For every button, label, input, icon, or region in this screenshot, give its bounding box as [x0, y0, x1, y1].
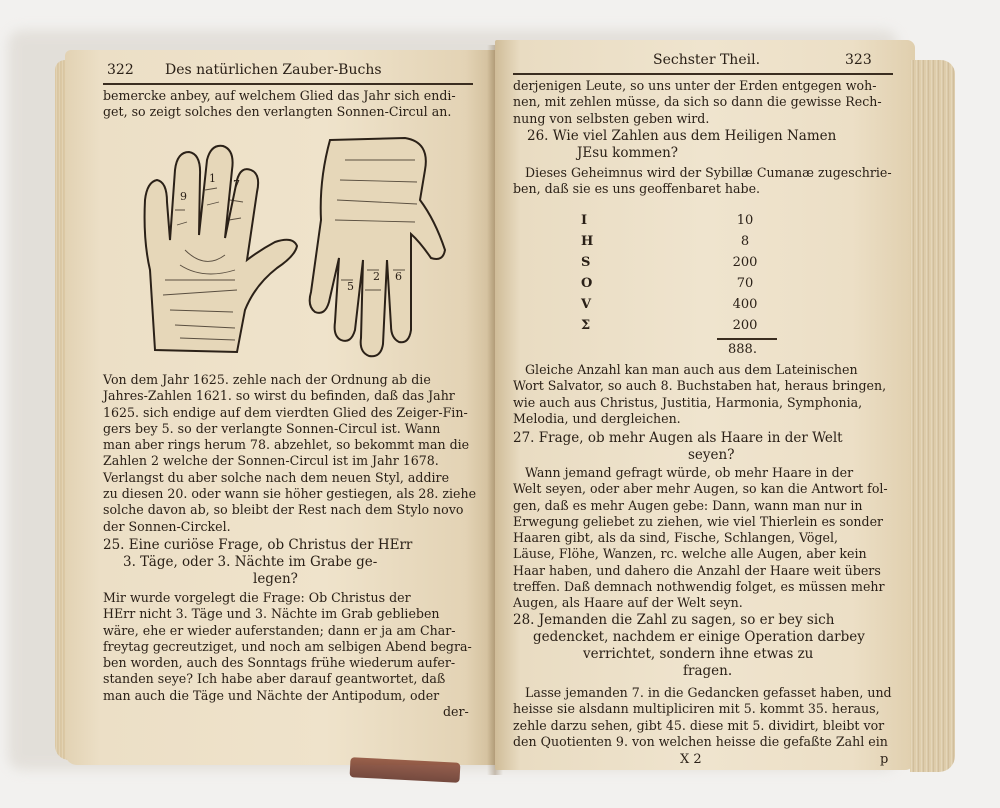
left-top-text: bemercke anbey, auf welchem Glied das Jahr sich endi- get, so zeigt solches den verlangten Sonnen-Circul an.: [103, 88, 456, 120]
value-2: 8: [740, 234, 750, 249]
right-page-running-head: Sechster Theil.: [653, 52, 761, 68]
svg-text:7: 7: [233, 178, 240, 191]
open-book: [55, 20, 950, 780]
value-4: 70: [736, 276, 754, 291]
svg-text:5: 5: [347, 280, 354, 293]
right-body-26: Dieses Geheimnus wird der Sybillæ Cumanæ zugeschrie- ben, daß sie es uns geoffenbaret habe.: [513, 165, 892, 197]
letter-upsilon: V: [581, 297, 592, 312]
svg-text:1: 1: [209, 172, 216, 185]
palmistry-hands-woodcut: [125, 130, 465, 365]
letter-iota: I: [581, 213, 588, 228]
left-header-rule: [103, 83, 473, 85]
svg-text:2: 2: [373, 270, 380, 283]
heading-question-28: 28. Jemanden die Zahl zu sagen, so er bey sich gedencket, nachdem er einige Operation darbey verrichtet, sondern ihne etwas zu fragen.: [513, 612, 865, 679]
svg-text:6: 6: [395, 270, 402, 283]
right-page: [495, 40, 915, 770]
left-page-number: 322: [107, 62, 134, 78]
right-header-rule: [513, 73, 893, 75]
letter-eta: H: [581, 234, 594, 249]
right-body-28: Lasse jemanden 7. in die Gedancken gefasset haben, und heisse sie alsdann multipliciren mit 5. kommt 35. heraus, zehle darzu sehen, gibt 45. diese mit 5. dividirt, bleibt vor den Quotienten 9. von welchen heisse die gefaßte Zahl ein: [513, 685, 892, 749]
catchword: p: [880, 752, 889, 767]
right-body-26b: Gleiche Anzahl kan man auch aus dem Lateinischen Wort Salvator, so auch 8. Buchstaben hat, heraus bringen, wie auch aus Christus, Justitia, Harmonia, Symphonia, Melodia, und dergleichen.: [513, 362, 887, 426]
left-body-text-2: Mir wurde vorgelegt die Frage: Ob Christus der HErr nicht 3. Täge und 3. Nächte im Grab geblieben wäre, ehe er wieder auferstanden; dann er ja am Char- freytag gecreutziget, und noch am selbigen Abend begra- ben worden, auch des Sonntags frühe wiederum aufer- standen seye? Ich habe aber darauf geantwortet, daß man auch die Täge und Nächte der Antipodum, oder der-: [103, 590, 472, 720]
right-body-27: Wann jemand gefragt würde, ob mehr Haare in der Welt seyen, oder aber mehr Augen, so kan die Antwort fol- gen, daß es mehr Augen gebe: Dann, wann man nur in Erwegung geliebet zu ziehen, wie viel Thierlein es sonder Haaren gibt, als da sind, Fische, Schlangen, Vögel, Läuse, Flöhe, Wanzen, rc. welche alle Augen, aber kein Haar haben, und dahero die Anzahl der Haare weit übers treffen. Daß demnach nothwendig folget, es müssen mehr Augen, als Haare auf der Welt seyn.: [513, 465, 888, 611]
letter-final-sigma: Σ: [581, 318, 591, 333]
left-body-text: Von dem Jahr 1625. zehle nach der Ordnung ab die Jahres-Zahlen 1621. so wirst du befinden, daß das Jahr 1625. sich endige auf dem vierdten Glied des Zeiger-Fin- gers bey 5. so der verlangte Sonnen-Circul ist. Wann man aber rings herum 78. abzehlet, so bekommt man die Zahlen 2 welche der Sonnen-Circul ist im Jahr 1678. Verlangst du aber solche nach dem neuen Styl, addire zu diesen 20. oder wann sie höher gestiegen, als 28. ziehe solche davon ab, so bleibt der Rest nach dem Stylo novo der Sonnen-Circkel.: [103, 372, 477, 534]
left-page: [65, 50, 500, 765]
left-page-running-head: Des natürlichen Zauber-Buchs: [165, 62, 382, 78]
right-page-number: 323: [845, 52, 872, 68]
value-5: 400: [732, 297, 758, 312]
sum-rule: [717, 338, 777, 340]
heading-question-27: 27. Frage, ob mehr Augen als Haare in der Welt seyen?: [513, 430, 843, 463]
heading-question-25: 25. Eine curiöse Frage, ob Christus der HErr 3. Täge, oder 3. Nächte im Grabe ge- legen?: [103, 537, 413, 587]
letter-sigma: S: [581, 255, 591, 270]
right-page-edges: [910, 60, 955, 772]
value-3: 200: [732, 255, 758, 270]
letter-omicron: O: [581, 276, 593, 291]
value-1: 10: [736, 213, 754, 228]
sum-total: 888.: [728, 342, 757, 357]
right-top-text: derjenigen Leute, so uns unter der Erden entgegen woh- nen, mit zehlen müsse, da sich so dann die gewisse Rech- nung von selbsten geben wird.: [513, 78, 882, 126]
letter-values-column: [720, 210, 770, 336]
heading-question-26: 26. Wie viel Zahlen aus dem Heiligen Namen JEsu kommen?: [527, 128, 837, 161]
value-6: 200: [732, 318, 758, 333]
signature-mark: X 2: [680, 752, 702, 767]
svg-text:9: 9: [180, 190, 187, 203]
greek-letters-column: [581, 210, 593, 336]
